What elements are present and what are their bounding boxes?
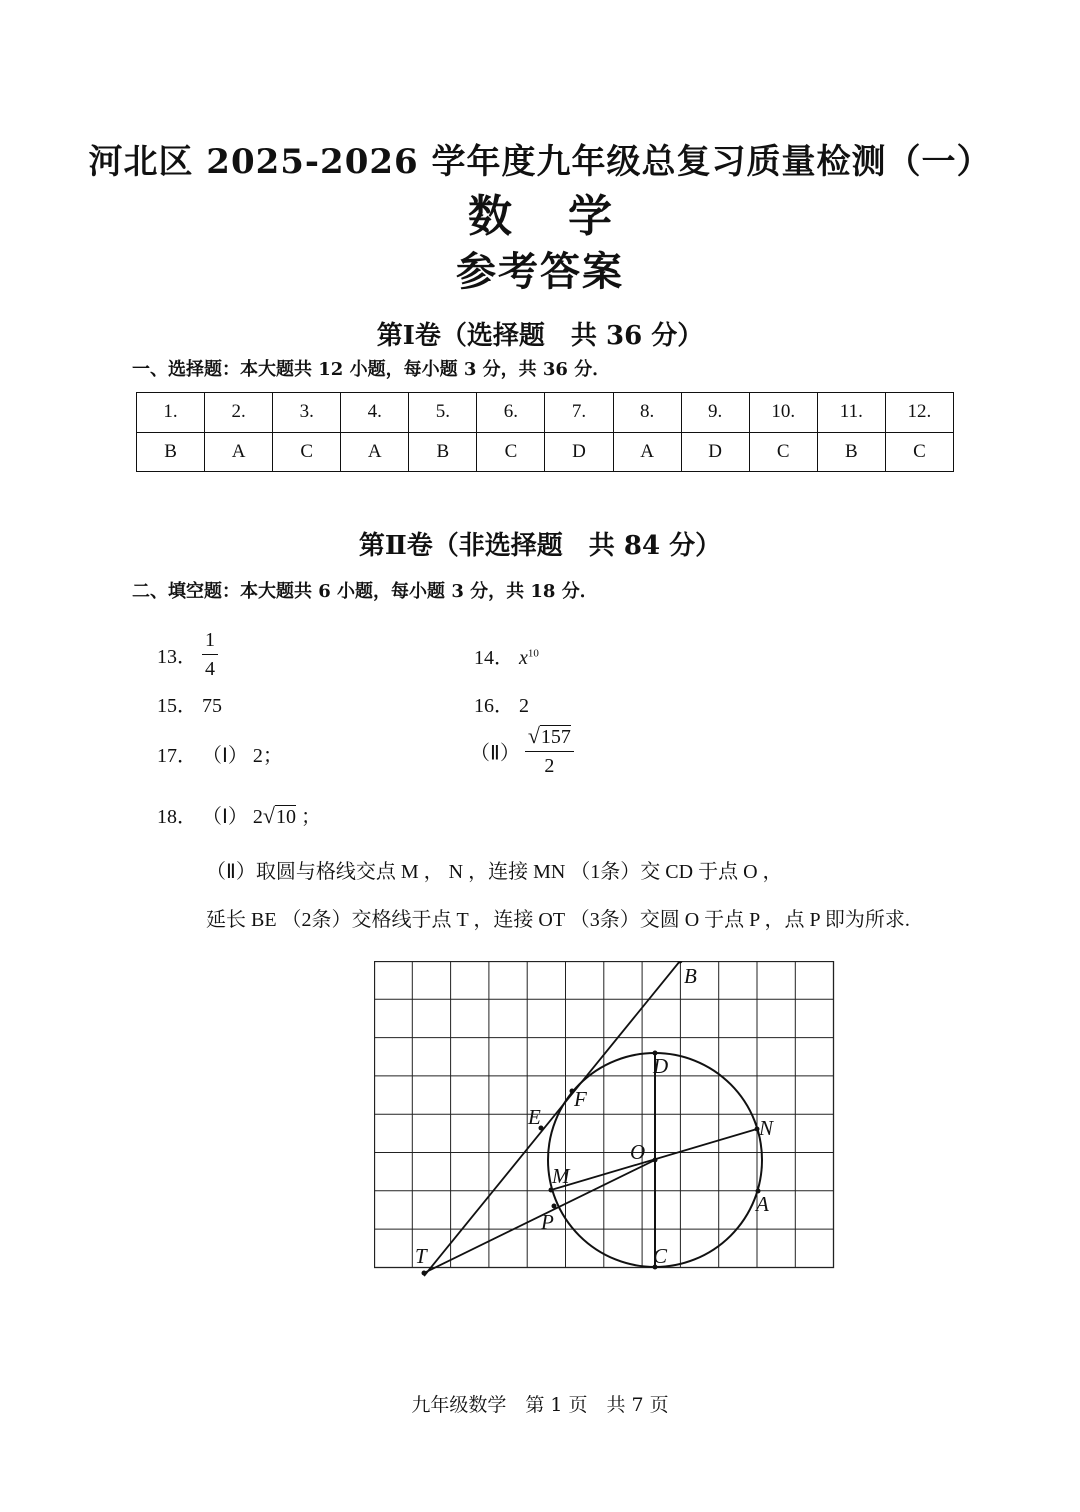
line-ot [424,1160,655,1273]
question-number-cell: 8. [613,393,681,433]
q14-number: 14． [474,647,514,669]
question-number-cell: 1. [137,393,205,433]
q13-answer [157,626,218,683]
point-o [653,1158,658,1163]
exam-title: 河北区 2025-2026 学年度九年级总复习质量检测（一） [88,142,992,182]
answer-cell: C [477,432,545,472]
answer-cell: C [273,432,341,472]
q18-part1-label: （Ⅰ） [202,806,248,828]
question-number-cell: 4. [341,393,409,433]
q18-number: 18． [157,806,197,828]
label-t: T [415,1244,427,1268]
label-e: E [528,1105,541,1129]
question-number-cell: 2. [205,393,273,433]
q13-numerator: 1 [202,626,218,655]
q17-part1-label: （Ⅰ） [202,745,248,767]
question-number-cell: 9. [681,393,749,433]
q17-part2-label: （Ⅱ） [470,742,520,765]
q18-part2-line2: 延长 BE （2条）交格线于点 T ，连接 OT （3条）交圆 O 于点 P ，点 P 即为所求. [206,909,910,931]
question-number-cell: 10. [749,393,817,433]
q17-part2 [470,722,574,780]
part2-title: 第Ⅱ卷（非选择题 共 84 分） [358,531,722,561]
answer-cell: B [409,432,477,472]
q16-answer [474,689,529,718]
point-m [549,1188,554,1193]
q13-number: 13． [157,646,197,668]
answer-cell: D [681,432,749,472]
label-a: A [756,1192,769,1216]
q17-part2-fraction [525,722,574,780]
label-f: F [574,1087,587,1111]
q18-coef: 2 [252,806,263,828]
q18-part1: 18． （Ⅰ） 2√10 ； [157,803,321,828]
q18-part2-line1: （Ⅱ）取圆与格线交点 M ， N ，连接 MN （1条）交 CD 于点 O ， [206,861,783,883]
part1-title: 第Ⅰ卷（选择题 共 36 分） [376,321,704,351]
answer-cell: D [545,432,613,472]
q17-part1 [157,739,283,768]
answer-cell: C [885,432,953,472]
q16-number: 16． [474,695,514,717]
question-number-cell: 3. [273,393,341,433]
q13-denominator: 4 [205,658,215,680]
q13-fraction [202,626,218,683]
q17-part2-denominator: 2 [544,755,555,777]
answer-cell: B [137,432,205,472]
choice-answer-table [136,392,954,472]
q15-number: 15． [157,695,197,717]
q16-value: 2 [519,695,529,717]
answer-cell: C [749,432,817,472]
question-number-cell: 11. [817,393,885,433]
q15-answer [157,689,222,718]
part2-instruction: 二、填空题：本大题共 6 小题，每小题 3 分，共 18 分． [132,581,598,602]
q17-part2-numerator: √157 [525,722,574,752]
point-p [552,1204,557,1209]
q14-base: x [519,647,528,669]
q15-value: 75 [202,695,222,717]
answer-row [137,432,954,472]
answer-cell: B [817,432,885,472]
q14-answer [474,641,539,670]
question-number-cell: 5. [409,393,477,433]
label-c: C [653,1244,668,1268]
q18-part1-end: ； [300,806,321,828]
answer-key-title: 参考答案 [456,248,624,295]
label-n: N [759,1116,774,1140]
question-number-cell: 12. [885,393,953,433]
point-t [422,1271,427,1276]
question-number-cell: 7. [545,393,613,433]
label-p: P [541,1210,554,1234]
subject-title: 数学 [468,191,668,242]
label-b: B [684,964,697,988]
q17-sqrt-value: 157 [540,726,571,748]
label-m: M [552,1164,570,1188]
grid-lines [374,961,834,1268]
question-number-row [137,393,954,433]
answer-cell: A [205,432,273,472]
answer-cell: A [613,432,681,472]
q17-number: 17． [157,745,197,767]
geometry-figure [374,961,836,1281]
label-d: D [653,1054,669,1078]
question-number-cell: 6. [477,393,545,433]
q14-exponent: 10 [527,647,539,660]
q18-sqrt-value: 10 [275,806,296,828]
label-o: O [630,1140,646,1164]
q17-part1-value: 2； [252,745,283,767]
page-footer: 九年级数学 第 1 页 共 7 页 [411,1394,669,1416]
answer-cell: A [341,432,409,472]
part1-instruction: 一、选择题：本大题共 12 小题，每小题 3 分，共 36 分． [132,359,611,380]
